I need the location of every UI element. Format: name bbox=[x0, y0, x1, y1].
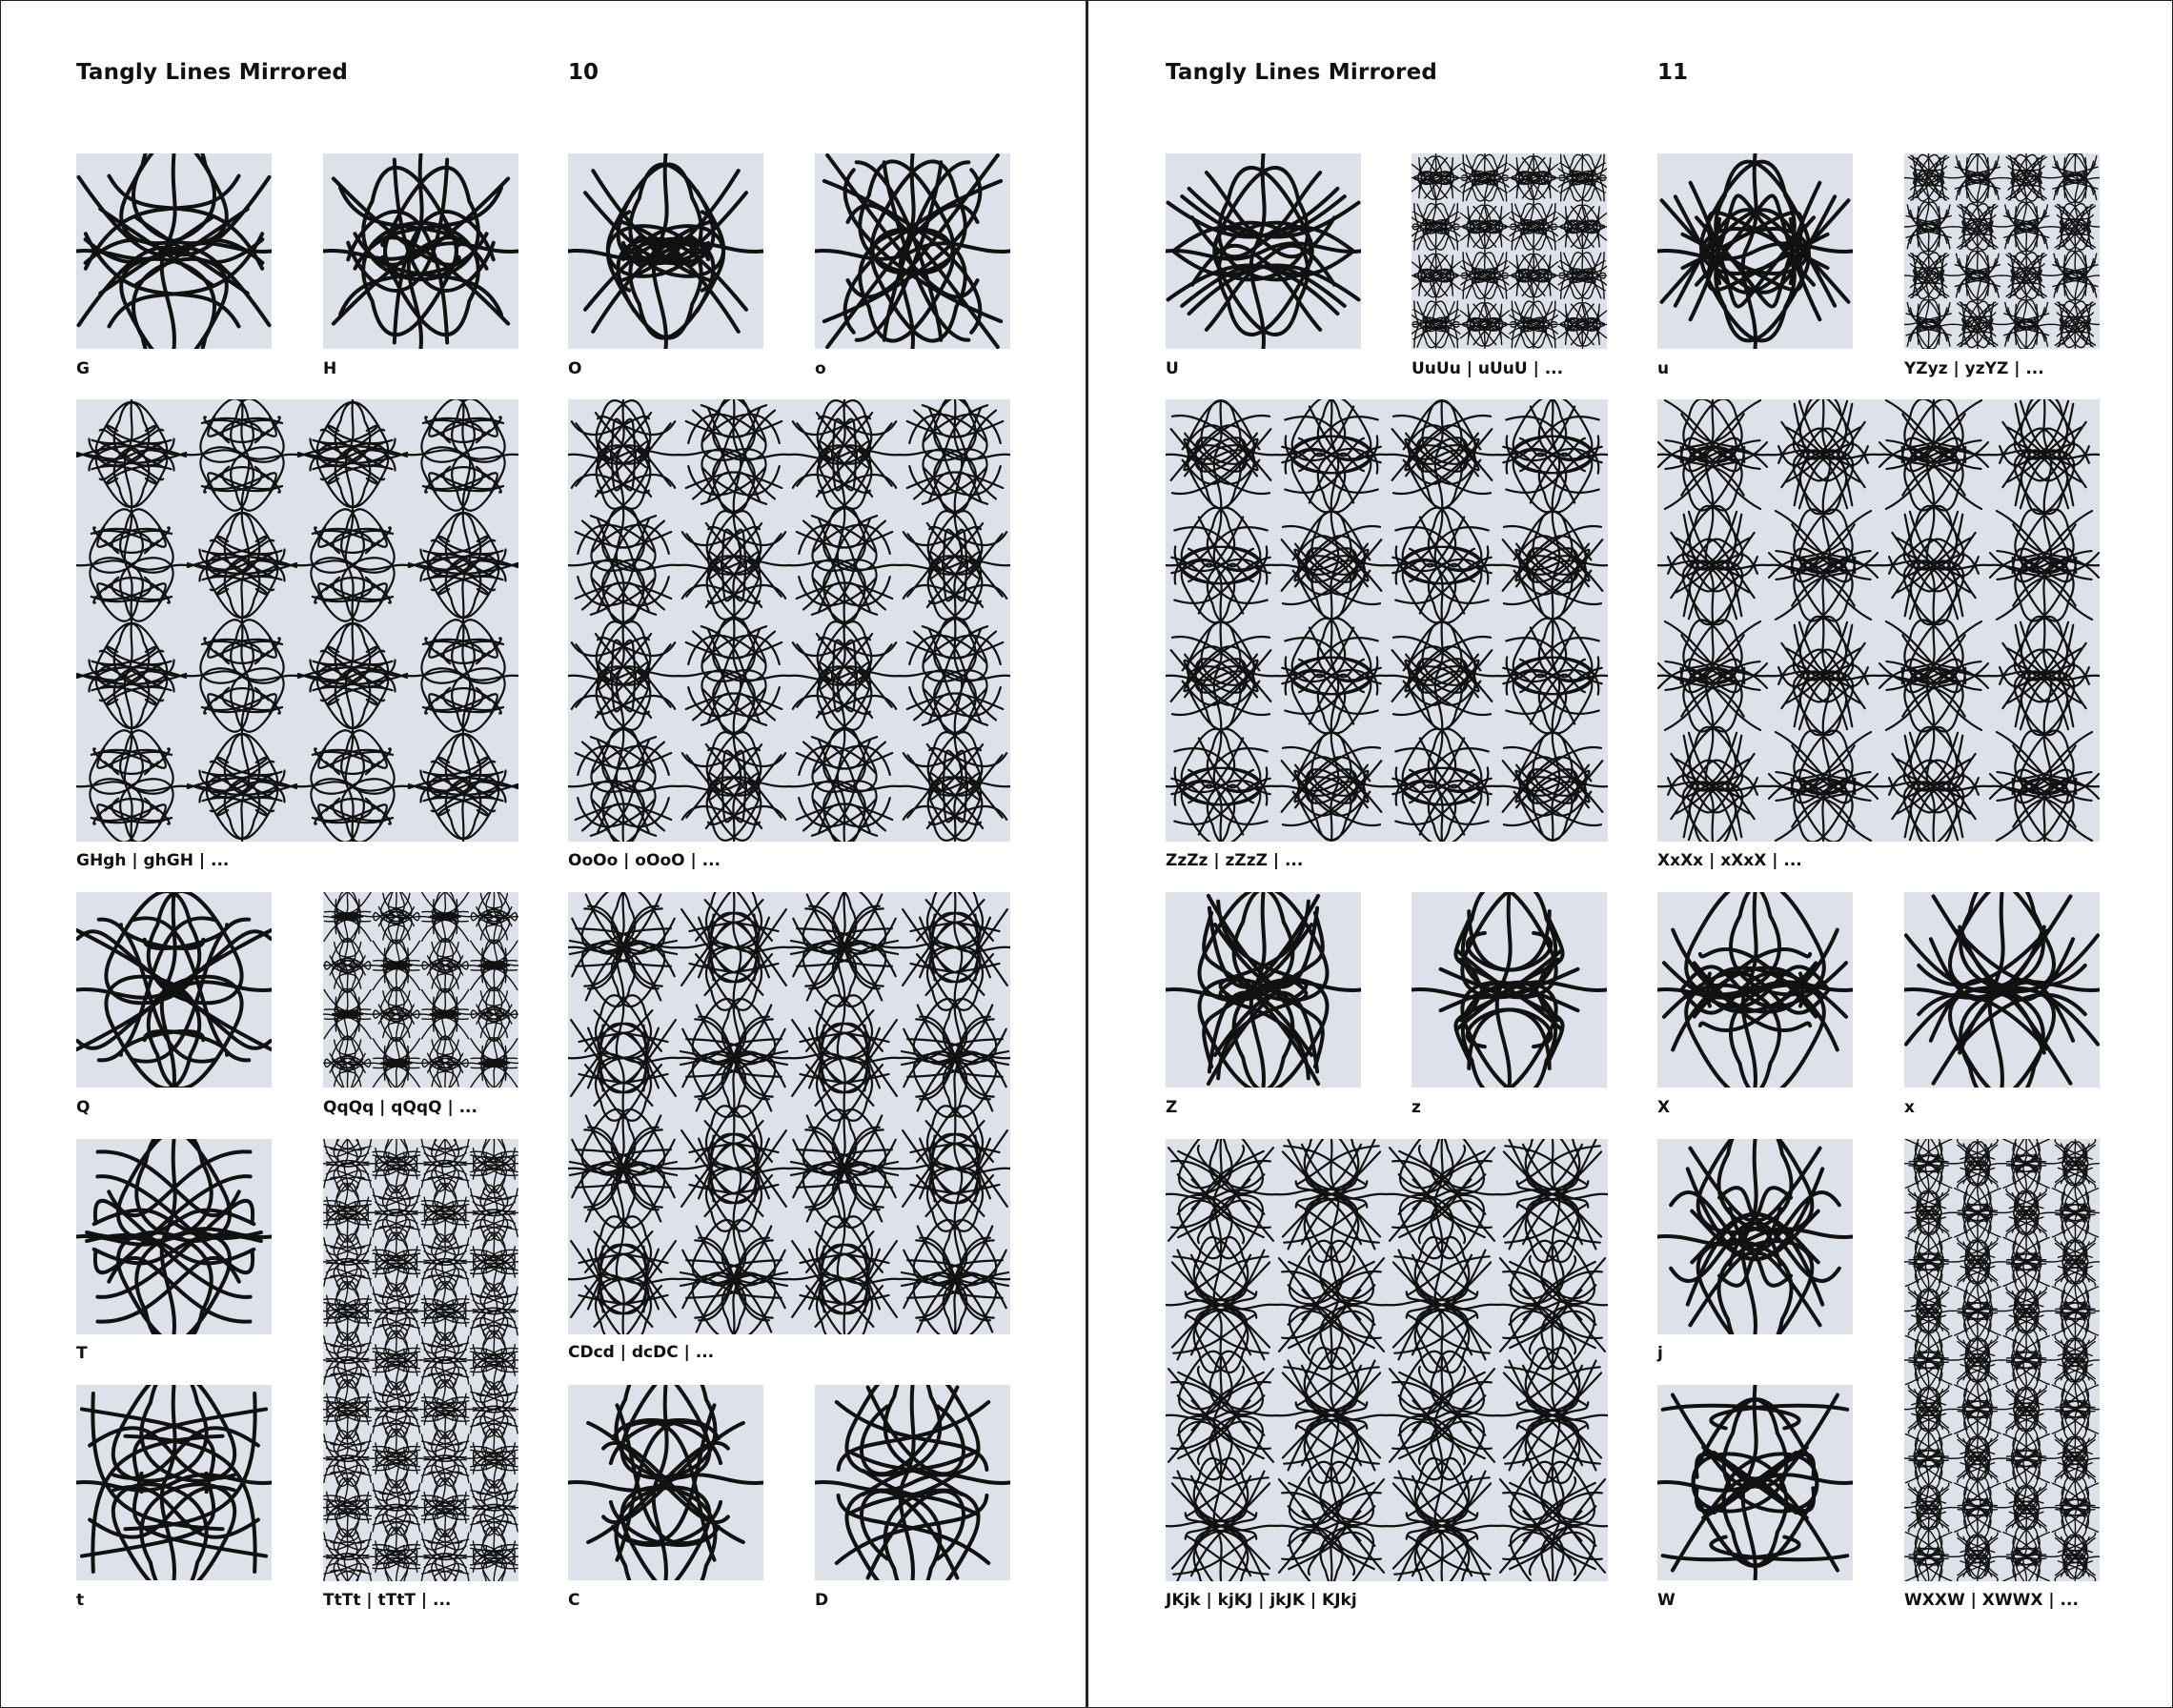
pattern-tile-D bbox=[815, 1385, 1010, 1580]
tangle-pattern bbox=[323, 1139, 518, 1581]
tangle-line bbox=[568, 671, 679, 680]
tile-caption: CDcd | dcDC | ... bbox=[568, 1343, 715, 1362]
tangle-line bbox=[568, 450, 679, 458]
pattern-tile-H bbox=[323, 153, 518, 349]
tangle-line bbox=[789, 671, 900, 680]
tangle-line bbox=[1276, 560, 1387, 569]
tangle-line bbox=[1497, 560, 1608, 569]
tangle-line bbox=[1210, 1139, 1263, 1193]
tangle-line bbox=[1542, 1527, 1594, 1581]
tile-caption: G bbox=[76, 359, 90, 378]
tile-caption: UuUu | uUuU | ... bbox=[1411, 359, 1564, 378]
tangle-pattern bbox=[1411, 892, 1607, 1088]
pattern-tile-t bbox=[76, 1385, 272, 1580]
tile-caption: Q bbox=[76, 1098, 91, 1117]
tangle-line bbox=[2002, 225, 2051, 229]
tangle-line bbox=[118, 1232, 212, 1334]
tangle-line bbox=[1953, 176, 2001, 180]
tangle-line bbox=[1387, 671, 1497, 680]
pattern-tile-Z bbox=[1166, 892, 1361, 1088]
tangle-line bbox=[1321, 1527, 1373, 1581]
pattern-tile-XxXx bbox=[1657, 399, 2100, 842]
tile-caption: z bbox=[1411, 1098, 1421, 1117]
pattern-tile-ZzZz bbox=[1166, 399, 1608, 842]
tangle-line bbox=[1441, 960, 1558, 997]
page-title: Tangly Lines Mirrored bbox=[76, 60, 349, 85]
tangle-line bbox=[1290, 1527, 1342, 1581]
tangle-pattern bbox=[1657, 153, 1853, 349]
pattern-tile-Q bbox=[76, 892, 272, 1088]
tangle-line bbox=[136, 1139, 230, 1241]
tangle-line bbox=[1711, 1406, 1847, 1429]
tangle-line bbox=[1904, 225, 1953, 229]
tangle-line bbox=[1166, 1190, 1276, 1198]
tile-caption: O bbox=[568, 359, 582, 378]
tangle-line bbox=[118, 1139, 212, 1241]
pattern-tile-x bbox=[1904, 892, 2100, 1088]
pattern-tile-UuUu bbox=[1411, 153, 1607, 349]
tile-caption: o bbox=[815, 359, 826, 378]
pattern-tile-QqQq bbox=[323, 892, 518, 1088]
tile-caption: XxXx | xXxX | ... bbox=[1657, 851, 1802, 870]
tangle-pattern bbox=[568, 399, 1010, 842]
tile-caption: X bbox=[1657, 1098, 1671, 1117]
pattern-tile-W bbox=[1657, 1385, 1853, 1580]
tile-caption: Z bbox=[1166, 1098, 1178, 1117]
page-number: 10 bbox=[568, 60, 599, 85]
tangle-line bbox=[2002, 322, 2051, 326]
tangle-pattern bbox=[1411, 153, 1607, 349]
tangle-line bbox=[1497, 1521, 1608, 1530]
tangle-line bbox=[1179, 1139, 1231, 1193]
tile-caption: t bbox=[76, 1591, 85, 1610]
tangle-pattern bbox=[1166, 1139, 1608, 1581]
tangle-pattern bbox=[76, 399, 518, 842]
tangle-pattern bbox=[1657, 399, 2100, 842]
page-number: 11 bbox=[1657, 60, 1689, 85]
tangle-line bbox=[1663, 1536, 1799, 1559]
tangle-pattern bbox=[815, 153, 1010, 349]
tangle-line bbox=[1387, 1190, 1497, 1198]
pattern-tile-u bbox=[1657, 153, 1853, 349]
tangle-line bbox=[1904, 322, 1953, 326]
tangle-line bbox=[1511, 1527, 1563, 1581]
tile-caption: x bbox=[1904, 1098, 1915, 1117]
tangle-line bbox=[789, 450, 900, 458]
tangle-line bbox=[1276, 1300, 1387, 1309]
tile-caption: U bbox=[1166, 359, 1179, 378]
tangle-pattern bbox=[76, 153, 272, 349]
pattern-tile-T bbox=[76, 1139, 272, 1334]
right-page bbox=[1086, 0, 2173, 1708]
tangle-pattern bbox=[76, 1385, 272, 1580]
tangle-line bbox=[2051, 274, 2100, 277]
tangle-line bbox=[1663, 1406, 1799, 1429]
tangle-pattern bbox=[1657, 892, 1853, 1088]
tile-caption: u bbox=[1657, 359, 1670, 378]
tangle-line bbox=[1166, 243, 1361, 259]
tangle-line bbox=[815, 1474, 1010, 1491]
tangle-line bbox=[1400, 1139, 1452, 1193]
tangle-pattern bbox=[568, 892, 1010, 1334]
tile-caption: WXXW | XWWX | ... bbox=[1904, 1591, 2079, 1610]
tile-caption: H bbox=[323, 359, 337, 378]
tangle-pattern bbox=[568, 1385, 763, 1580]
tangle-pattern bbox=[1166, 153, 1361, 349]
tangle-line bbox=[1166, 1411, 1276, 1419]
tangle-line bbox=[679, 560, 789, 569]
pattern-tile-o bbox=[815, 153, 1010, 349]
pattern-tile-G bbox=[76, 153, 272, 349]
tangle-pattern bbox=[76, 892, 272, 1088]
pattern-tile-WXXW bbox=[1904, 1139, 2100, 1581]
tile-caption: ZzZz | zZzZ | ... bbox=[1166, 851, 1304, 870]
tile-caption: W bbox=[1657, 1591, 1675, 1610]
tangle-line bbox=[1497, 1300, 1608, 1309]
tangle-line bbox=[1432, 1139, 1484, 1193]
pattern-tile-YZyz bbox=[1904, 153, 2100, 349]
pattern-tile-GHgh bbox=[76, 399, 518, 842]
tile-caption: j bbox=[1657, 1344, 1663, 1363]
tile-caption: QqQq | qQqQ | ... bbox=[323, 1098, 477, 1117]
tangle-line bbox=[2051, 176, 2100, 180]
pattern-tile-C bbox=[568, 1385, 763, 1580]
pattern-tile-JKjk bbox=[1166, 1139, 1608, 1581]
tangle-line bbox=[1657, 1229, 1853, 1245]
tile-caption: JKjk | kjKJ | jkJK | KJkj bbox=[1166, 1591, 1357, 1610]
tangle-pattern bbox=[568, 153, 763, 349]
tile-caption: D bbox=[815, 1591, 829, 1610]
tile-caption: OoOo | oOoO | ... bbox=[568, 851, 721, 870]
tangle-line bbox=[1711, 1536, 1847, 1559]
tangle-pattern bbox=[76, 1139, 272, 1334]
tile-caption: GHgh | ghGH | ... bbox=[76, 851, 230, 870]
page-title: Tangly Lines Mirrored bbox=[1166, 60, 1438, 85]
tangle-pattern bbox=[815, 1385, 1010, 1580]
tile-caption: C bbox=[568, 1591, 580, 1610]
tile-caption: T bbox=[76, 1344, 88, 1363]
tangle-pattern bbox=[1166, 892, 1361, 1088]
tangle-line bbox=[1166, 671, 1276, 680]
tangle-line bbox=[1460, 960, 1577, 997]
pattern-tile-TtTt bbox=[323, 1139, 518, 1581]
pattern-tile-z bbox=[1411, 892, 1607, 1088]
pattern-tile-O bbox=[568, 153, 763, 349]
tangle-line bbox=[1387, 1411, 1497, 1419]
tile-caption: TtTt | tTtT | ... bbox=[323, 1591, 452, 1610]
tangle-line bbox=[900, 782, 1010, 790]
tangle-line bbox=[1497, 782, 1608, 790]
tangle-line bbox=[1276, 782, 1387, 790]
tangle-pattern bbox=[1904, 1139, 2100, 1581]
tangle-line bbox=[1657, 243, 1853, 259]
pattern-tile-U bbox=[1166, 153, 1361, 349]
tangle-pattern bbox=[1904, 892, 2100, 1088]
tangle-line bbox=[679, 782, 789, 790]
pattern-tile-X bbox=[1657, 892, 1853, 1088]
tangle-line bbox=[815, 243, 1010, 259]
tangle-line bbox=[1166, 450, 1276, 458]
tangle-pattern bbox=[1166, 399, 1608, 842]
pattern-tile-OoOo bbox=[568, 399, 1010, 842]
tangle-line bbox=[136, 1232, 230, 1334]
tile-caption: YZyz | yzYZ | ... bbox=[1904, 359, 2044, 378]
tangle-line bbox=[1953, 274, 2001, 277]
tangle-line bbox=[900, 560, 1010, 569]
tangle-line bbox=[1460, 983, 1577, 1020]
tangle-pattern bbox=[1904, 153, 2100, 349]
tangle-pattern bbox=[1657, 1385, 1853, 1580]
left-page bbox=[0, 0, 1086, 1708]
tangle-line bbox=[1276, 1521, 1387, 1530]
pattern-tile-j bbox=[1657, 1139, 1853, 1334]
tangle-pattern bbox=[323, 153, 518, 349]
tangle-pattern bbox=[323, 892, 518, 1088]
tangle-line bbox=[1387, 450, 1497, 458]
pattern-tile-CDcd bbox=[568, 892, 1010, 1334]
tangle-pattern bbox=[1657, 1139, 1853, 1334]
